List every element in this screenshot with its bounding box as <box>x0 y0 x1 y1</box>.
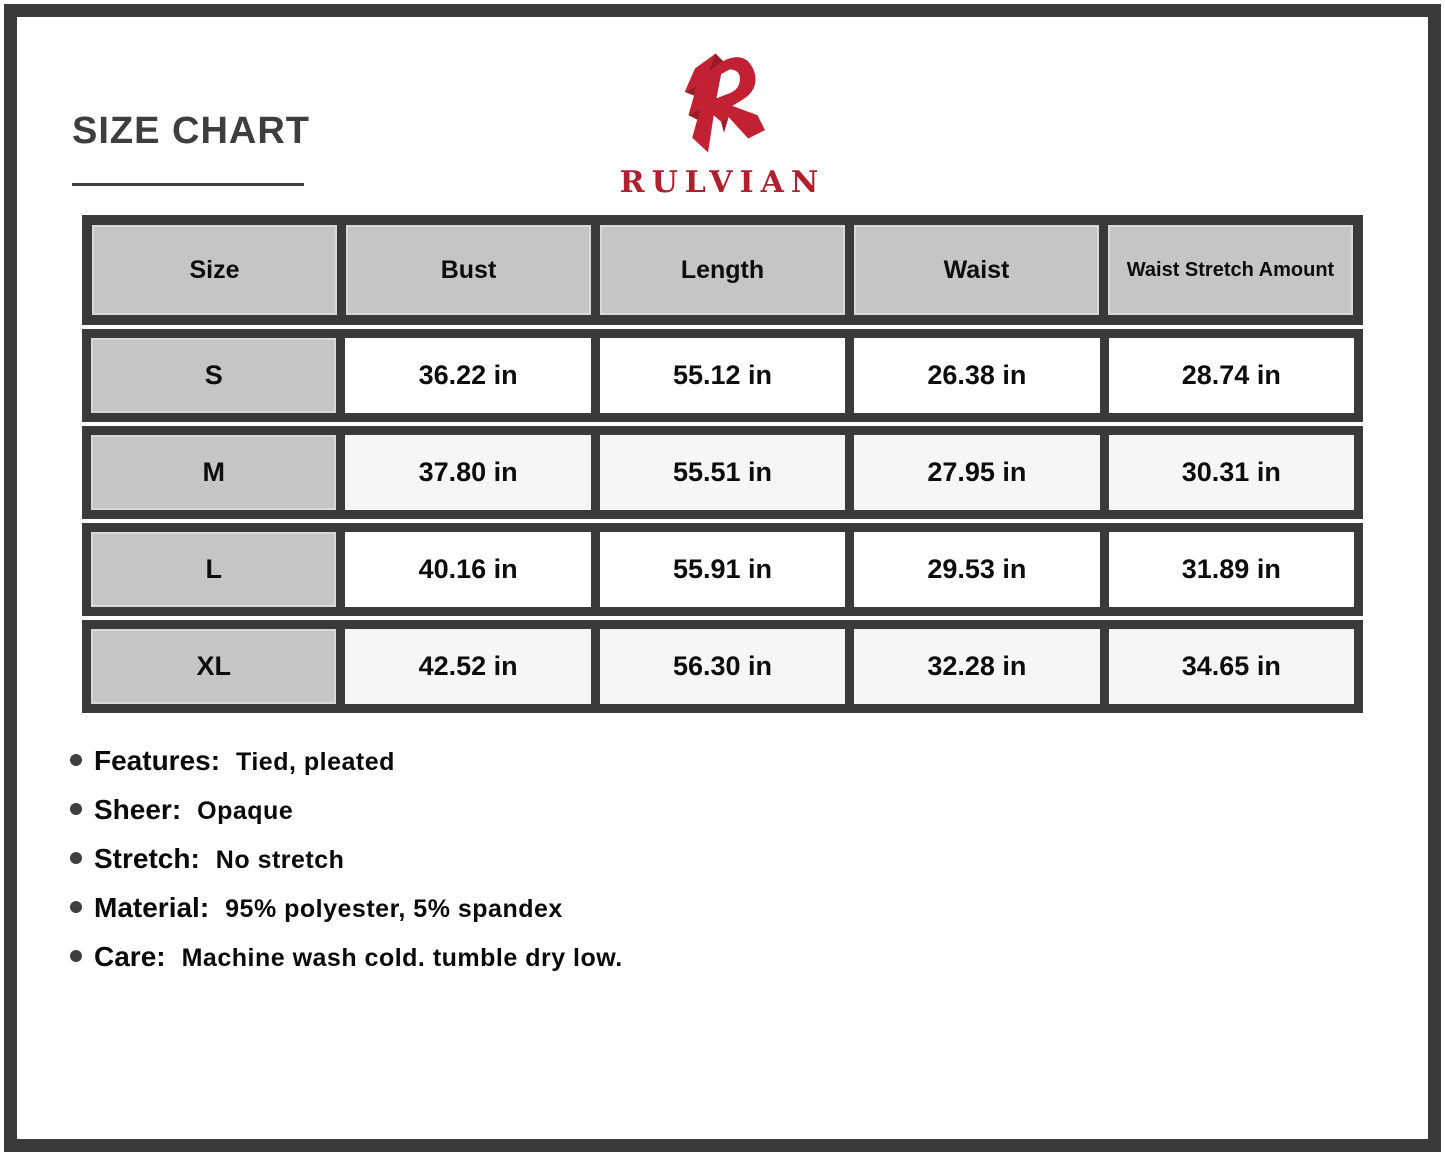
column-header-waist: Waist <box>854 225 1099 315</box>
detail-label: Sheer: <box>94 794 182 825</box>
list-item-features <box>70 744 623 779</box>
measurement-cell-waist: 27.95 in <box>854 435 1099 510</box>
detail-label: Material: <box>94 892 210 923</box>
bullet-icon <box>70 950 82 962</box>
detail-label: Stretch: <box>94 843 200 874</box>
size-cell: XL <box>91 629 336 704</box>
measurement-cell-waist: 29.53 in <box>854 532 1099 607</box>
brand-logo <box>0 48 1445 200</box>
table-row-s <box>82 329 1363 422</box>
bullet-icon <box>70 901 82 913</box>
measurement-cell-waist: 32.28 in <box>854 629 1099 704</box>
measurement-cell-length: 55.91 in <box>600 532 845 607</box>
detail-value: Tied, pleated <box>236 748 395 776</box>
measurement-cell-length: 55.12 in <box>600 338 845 413</box>
column-header-bust: Bust <box>346 225 591 315</box>
column-header-length: Length <box>600 225 845 315</box>
bullet-icon <box>70 852 82 864</box>
brand-wordmark: RULVIAN <box>619 165 826 200</box>
measurement-cell-stretch: 30.31 in <box>1109 435 1354 510</box>
measurement-cell-bust: 42.52 in <box>345 629 590 704</box>
measurement-cell-length: 55.51 in <box>600 435 845 510</box>
measurement-cell-length: 56.30 in <box>600 629 845 704</box>
measurement-cell-bust: 40.16 in <box>345 532 590 607</box>
measurement-cell-stretch: 34.65 in <box>1109 629 1354 704</box>
list-item-stretch <box>70 842 623 877</box>
detail-label: Care: <box>94 941 166 972</box>
size-cell: L <box>91 532 336 607</box>
table-header-row <box>82 215 1363 325</box>
measurement-cell-waist: 26.38 in <box>854 338 1099 413</box>
bullet-icon <box>70 754 82 766</box>
detail-value: 95% polyester, 5% spandex <box>225 895 563 923</box>
list-item-sheer <box>70 793 623 828</box>
size-chart-table <box>82 215 1363 717</box>
table-row-m <box>82 426 1363 519</box>
measurement-cell-stretch: 31.89 in <box>1109 532 1354 607</box>
table-row-xl <box>82 620 1363 713</box>
bullet-icon <box>70 803 82 815</box>
detail-value: No stretch <box>215 846 345 874</box>
product-details-list <box>70 744 623 989</box>
list-item-material <box>70 891 623 926</box>
detail-label: Features: <box>94 745 221 776</box>
brand-r-monogram-icon <box>665 48 781 160</box>
size-cell: S <box>91 338 336 413</box>
table-row-l <box>82 523 1363 616</box>
column-header-waist-stretch: Waist Stretch Amount <box>1108 225 1353 315</box>
measurement-cell-stretch: 28.74 in <box>1109 338 1354 413</box>
size-cell: M <box>91 435 336 510</box>
list-item-care <box>70 940 623 975</box>
column-header-size: Size <box>92 225 337 315</box>
detail-value: Opaque <box>197 797 294 825</box>
measurement-cell-bust: 37.80 in <box>345 435 590 510</box>
page-title: SIZE CHART <box>72 110 310 152</box>
detail-value: Machine wash cold. tumble dry low. <box>181 944 623 972</box>
measurement-cell-bust: 36.22 in <box>345 338 590 413</box>
